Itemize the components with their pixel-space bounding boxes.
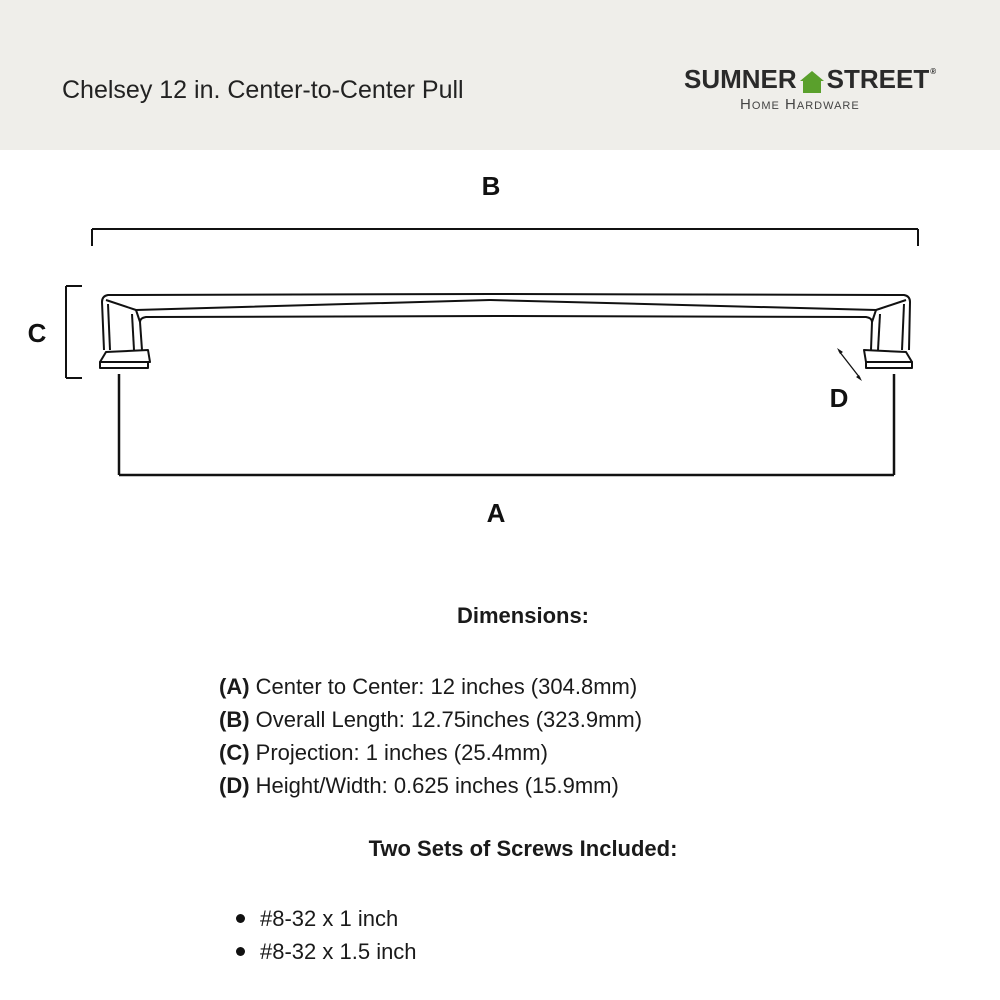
spec-letter: (D) — [219, 773, 250, 798]
screw-list — [236, 902, 417, 968]
brand-name-left: SUMNER — [684, 64, 797, 94]
dimension-a-bracket — [119, 374, 894, 475]
spec-text: Overall Length: 12.75inches (323.9mm) — [249, 707, 643, 732]
brand-tagline: Home Hardware — [740, 96, 860, 113]
spec-text: Center to Center: 12 inches (304.8mm) — [249, 674, 638, 699]
house-icon — [799, 70, 825, 94]
screw-item — [236, 935, 417, 968]
spec-item-c — [219, 736, 642, 769]
dimension-c-bracket — [66, 286, 82, 378]
dimension-b-bracket — [92, 229, 918, 246]
dimension-diagram — [0, 150, 1000, 550]
spec-letter: (B) — [219, 707, 250, 732]
screw-text: #8-32 x 1 inch — [260, 906, 399, 931]
screws-heading: Two Sets of Screws Included: — [368, 836, 678, 861]
dimensions-heading: Dimensions: — [456, 603, 590, 628]
spec-item-b — [219, 703, 642, 736]
spec-item-a — [219, 670, 642, 703]
registered-mark: ® — [930, 67, 937, 76]
spec-text: Projection: 1 inches (25.4mm) — [249, 740, 548, 765]
spec-letter: (C) — [219, 740, 250, 765]
bullet-icon — [236, 914, 245, 923]
dimension-a-label: A — [486, 498, 506, 528]
brand-wordmark — [684, 64, 936, 95]
bullet-icon — [236, 947, 245, 956]
brand-name-right: STREET — [826, 64, 930, 94]
spec-letter: (A) — [219, 674, 250, 699]
spec-item-d — [219, 769, 642, 802]
dimension-spec-list — [219, 670, 642, 802]
dimension-d-label: D — [829, 383, 849, 413]
dimension-d-arrow — [837, 348, 862, 381]
dimension-c-label: C — [27, 318, 47, 348]
header-band — [0, 0, 1000, 150]
screw-text: #8-32 x 1.5 inch — [260, 939, 417, 964]
screw-item — [236, 902, 417, 935]
product-title: Chelsey 12 in. Center-to-Center Pull — [62, 76, 464, 104]
spec-text: Height/Width: 0.625 inches (15.9mm) — [249, 773, 619, 798]
dimension-b-label: B — [481, 171, 501, 201]
brand-logo — [684, 60, 954, 120]
cabinet-pull-drawing — [100, 294, 912, 368]
